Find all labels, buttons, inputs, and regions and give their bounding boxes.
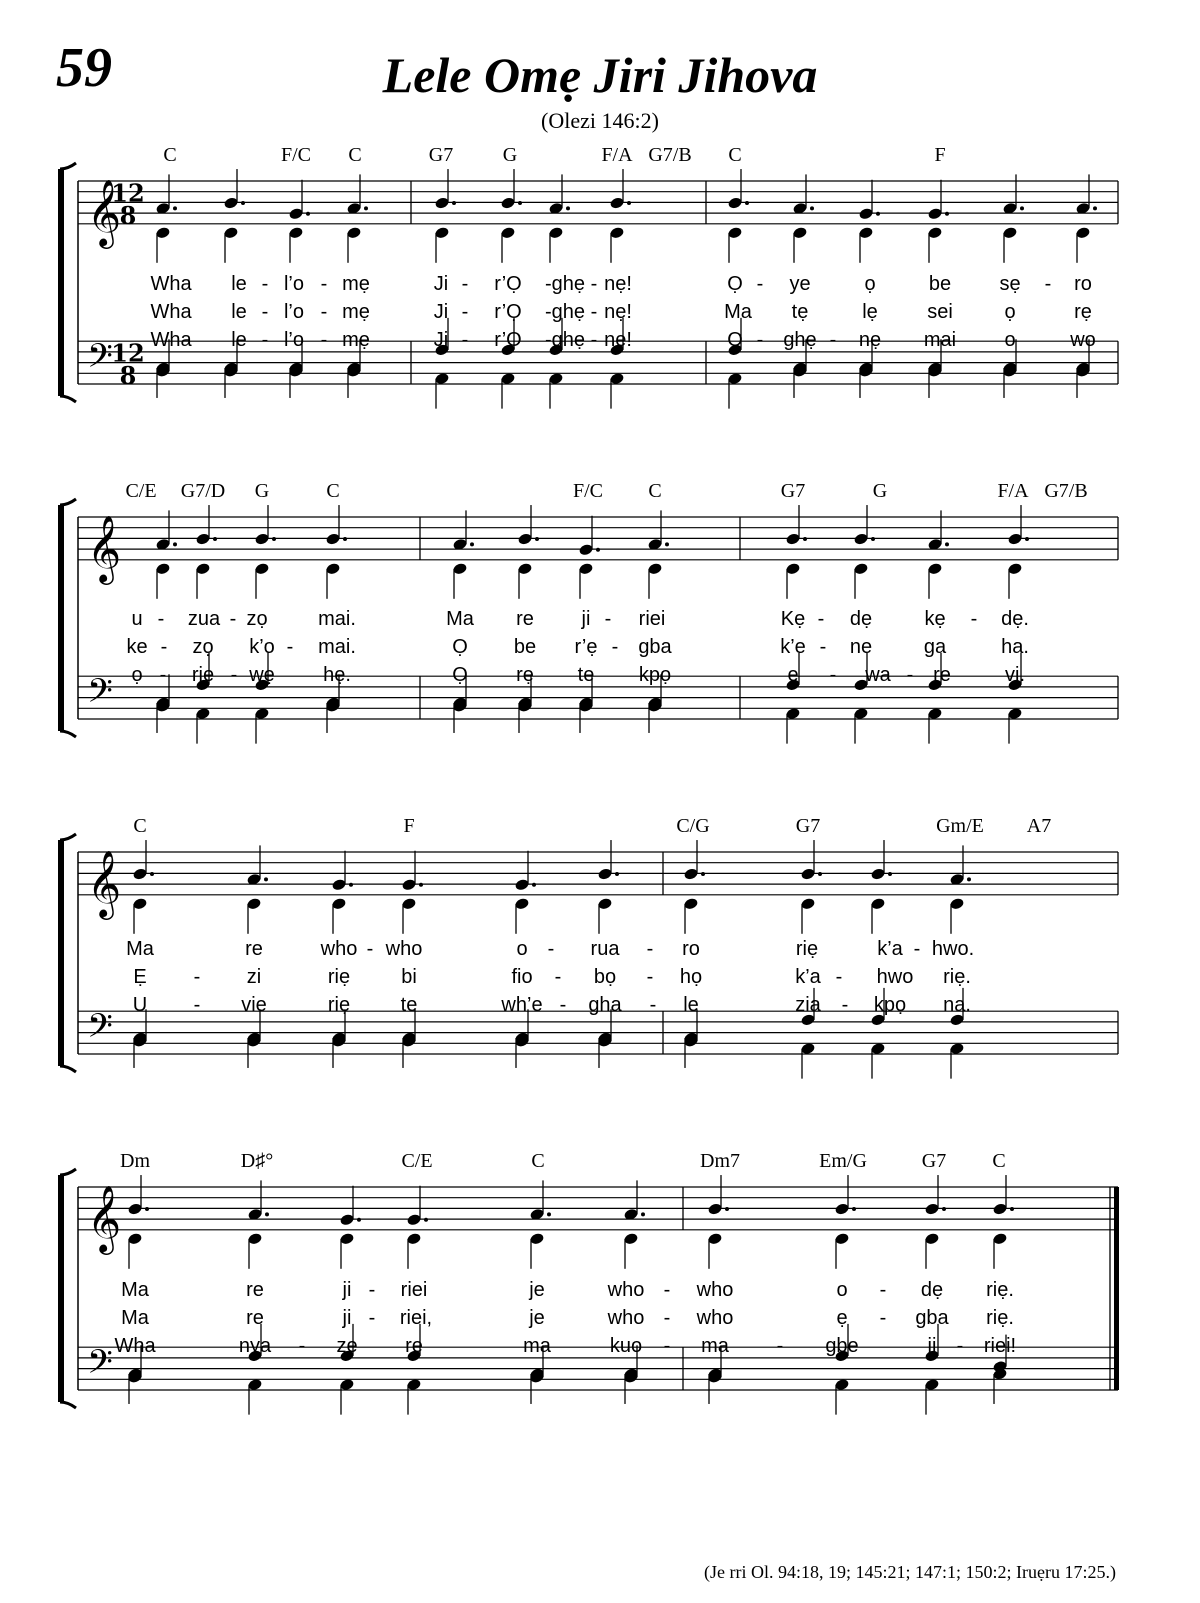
lyric-syllable: gha: [588, 994, 622, 1016]
dot: [1093, 206, 1097, 210]
lyric-syllable: ma: [701, 1335, 729, 1357]
lyric-syllable: te: [400, 994, 418, 1016]
dot: [264, 877, 268, 881]
lyric-syllable: Wha: [150, 273, 192, 295]
dot: [871, 537, 875, 541]
lyric-syllable: ma: [523, 1335, 551, 1357]
dot: [213, 537, 217, 541]
lyric-syllable: l’o: [283, 329, 305, 351]
lyric-syllable: Wha: [114, 1335, 156, 1357]
lyric-syllable: Ji: [433, 329, 449, 351]
lyric-syllable: Ma: [446, 608, 474, 630]
lyric-hyphen: -: [461, 273, 469, 295]
lyric-syllable: họ: [679, 966, 703, 988]
lyric-hyphen: -: [1044, 273, 1052, 295]
lyric-syllable: rua: [590, 938, 620, 960]
lyric-syllable: ze: [336, 1335, 358, 1357]
lyric-hyphen: -: [829, 664, 837, 686]
lyric-syllable: riẹ: [327, 994, 351, 1016]
lyric-syllable: o: [516, 938, 528, 960]
lyric-syllable: o: [1004, 329, 1016, 351]
chord-symbol: F: [403, 815, 415, 837]
lyric-syllable: riei,: [399, 1307, 433, 1329]
lyric-syllable: Ji: [433, 301, 449, 323]
lyric-syllable: dẹ.: [1001, 608, 1029, 630]
lyric-hyphen: -: [829, 329, 837, 351]
chord-symbol: C/G: [676, 815, 710, 837]
lyric-syllable: r’Ọ: [494, 301, 522, 323]
dot: [1025, 537, 1029, 541]
chord-symbol: Dm: [120, 1150, 150, 1172]
treble-clef-icon: 𝄞: [86, 848, 122, 917]
dot: [173, 206, 177, 210]
lyric-syllable: gba: [638, 636, 672, 658]
lyric-syllable: o: [836, 1279, 848, 1301]
lyric-syllable: who: [607, 1307, 645, 1329]
lyric-hyphen: -: [956, 1335, 964, 1357]
lyric-hyphen: -: [547, 938, 555, 960]
bass-clef-icon: 𝄢: [87, 672, 113, 719]
lyric-syllable: who: [696, 1279, 734, 1301]
lyric-syllable: riẹ.: [986, 1279, 1014, 1301]
lyric-syllable: rẹ: [1074, 301, 1092, 323]
lyric-syllable: gba: [915, 1307, 949, 1329]
dot: [357, 1218, 361, 1222]
bass-clef-icon: 𝄢: [87, 1007, 113, 1054]
lyric-syllable: kuo: [609, 1335, 643, 1357]
dot: [641, 1212, 645, 1216]
chord-symbol: G7: [795, 815, 821, 837]
lyric-hyphen: -: [879, 1307, 887, 1329]
lyric-syllable: Ẹ: [133, 966, 147, 988]
lyric-syllable: riẹ.: [943, 966, 971, 988]
lyric-syllable: re: [405, 1335, 423, 1357]
lyric-hyphen: -: [756, 329, 764, 351]
final-barline-thick: [1114, 1187, 1119, 1390]
lyric-hyphen: -: [320, 273, 328, 295]
dot: [803, 537, 807, 541]
lyric-syllable: be: [928, 273, 952, 295]
lyric-syllable: be: [513, 636, 537, 658]
dot: [452, 201, 456, 205]
time-signature-top: 12: [111, 178, 145, 208]
lyric-syllable: who: [607, 1279, 645, 1301]
dot: [272, 537, 276, 541]
lyric-syllable: re: [246, 1307, 264, 1329]
lyric-syllable: ji: [927, 1335, 937, 1357]
dot: [967, 877, 971, 881]
lyric-syllable: wẹ: [249, 664, 275, 686]
chord-symbol: Dm7: [700, 1150, 740, 1172]
chord-symbol: G: [502, 144, 518, 166]
lyric-syllable: riẹ.: [986, 1307, 1014, 1329]
lyric-syllable: bọ: [593, 966, 617, 988]
lyric-syllable: r’Ọ: [494, 273, 522, 295]
dot: [945, 212, 949, 216]
lyric-hyphen: -: [261, 329, 269, 351]
system-bracket: [58, 1175, 64, 1402]
lyric-syllable: te: [577, 664, 595, 686]
lyric-syllable: nẹ!: [604, 301, 632, 323]
lyric-syllable: -ghẹ: [544, 301, 586, 323]
lyric-syllable: ọ: [1004, 301, 1016, 323]
chord-symbol: C/E: [401, 1150, 433, 1172]
lyric-syllable: r’ẹ: [574, 636, 598, 658]
lyric-syllable: ga: [923, 636, 947, 658]
lyric-hyphen: -: [559, 994, 567, 1016]
chord-symbol: A7: [1026, 815, 1052, 837]
lyric-hyphen: -: [160, 636, 168, 658]
dot: [596, 548, 600, 552]
lyric-syllable: ghẹ: [783, 329, 817, 351]
lyric-hyphen: -: [663, 1279, 671, 1301]
lyric-hyphen: -: [663, 1307, 671, 1329]
lyric-syllable: le: [231, 301, 247, 323]
lyric-syllable: riẹ: [327, 966, 351, 988]
lyric-syllable: -ghẹ: [544, 329, 586, 351]
dot: [1010, 1207, 1014, 1211]
lyric-syllable: Ọ: [727, 273, 743, 295]
lyric-syllable: wa: [865, 664, 891, 686]
lyric-hyphen: -: [913, 938, 921, 960]
lyric-syllable: rẹ: [516, 664, 534, 686]
time-signature-top: 12: [111, 338, 145, 368]
chord-symbol: G7: [780, 480, 806, 502]
lyric-syllable: nẹ: [858, 329, 882, 351]
lyric-hyphen: -: [649, 994, 657, 1016]
chord-symbol: C: [648, 480, 662, 502]
lyric-syllable: bi: [401, 966, 417, 988]
brace-top: [60, 834, 76, 840]
lyric-syllable: mai.: [318, 636, 356, 658]
chord-symbol: C: [326, 480, 340, 502]
lyric-syllable: Ma: [126, 938, 154, 960]
chord-symbol: C/E: [125, 480, 157, 502]
lyric-syllable: ke: [126, 636, 148, 658]
lyric-syllable: riei: [400, 1279, 428, 1301]
lyric-syllable: who: [320, 938, 358, 960]
brace-bottom: [60, 396, 76, 402]
lyric-syllable: Ọ: [727, 329, 743, 351]
lyric-syllable: hẹ.: [323, 664, 351, 686]
song-subtitle: (Olezi 146:2): [541, 108, 659, 133]
lyric-syllable: tẹ: [791, 301, 809, 323]
chord-symbol: F/C: [280, 144, 312, 166]
lyric-syllable: nẹ!: [604, 273, 632, 295]
lyric-syllable: kpọ: [873, 994, 907, 1016]
lyric-hyphen: -: [159, 664, 167, 686]
lyric-hyphen: -: [756, 273, 764, 295]
lyric-syllable: re: [933, 664, 951, 686]
dot: [173, 542, 177, 546]
lyric-syllable: riei!: [983, 1335, 1017, 1357]
lyric-syllable: k’e: [780, 636, 806, 658]
lyric-syllable: k’o: [249, 636, 275, 658]
lyric-hyphen: -: [366, 938, 374, 960]
dot: [532, 883, 536, 887]
lyric-syllable: nya: [238, 1335, 272, 1357]
dot: [150, 872, 154, 876]
lyric-hyphen: -: [776, 1335, 784, 1357]
chord-symbol: F/A: [997, 480, 1029, 502]
system-bracket: [58, 840, 64, 1066]
chord-symbol: C: [728, 144, 742, 166]
lyric-syllable: kẹ: [924, 608, 946, 630]
lyric-syllable: who: [385, 938, 423, 960]
dot: [615, 872, 619, 876]
lyric-syllable: wh’e: [501, 994, 543, 1016]
lyric-hyphen: -: [193, 994, 201, 1016]
dot: [852, 1207, 856, 1211]
dot: [349, 883, 353, 887]
lyric-syllable: sei: [927, 301, 953, 323]
lyric-syllable: zi: [246, 966, 262, 988]
lyric-syllable: vi.: [1005, 664, 1025, 686]
dot: [547, 1212, 551, 1216]
chord-symbol: F/A: [601, 144, 633, 166]
lyric-syllable: zua: [187, 608, 221, 630]
lyric-syllable: le: [231, 273, 247, 295]
lyric-hyphen: -: [970, 608, 978, 630]
lyric-hyphen: -: [841, 994, 849, 1016]
lyric-syllable: fio: [511, 966, 533, 988]
lyric-hyphen: -: [368, 1307, 376, 1329]
lyric-syllable: mẹ: [342, 329, 370, 351]
system-bracket: [58, 169, 64, 396]
lyric-syllable: riei: [638, 608, 666, 630]
chord-symbol: C: [531, 1150, 545, 1172]
lyric-syllable: Ọ: [452, 636, 468, 658]
lyric-hyphen: -: [604, 608, 612, 630]
lyric-syllable: ji: [342, 1279, 352, 1301]
lyric-syllable: Ma: [121, 1279, 149, 1301]
dot: [424, 1218, 428, 1222]
lyric-hyphen: -: [229, 608, 237, 630]
lyric-syllable: riẹ: [795, 938, 819, 960]
dot: [1020, 206, 1024, 210]
lyric-syllable: k’a: [795, 966, 821, 988]
lyric-hyphen: -: [230, 664, 238, 686]
brace-bottom: [60, 731, 76, 737]
bass-clef-icon: 𝄢: [87, 337, 113, 384]
dot: [518, 201, 522, 205]
chord-symbol: C: [992, 1150, 1006, 1172]
lyric-hyphen: -: [261, 273, 269, 295]
lyric-syllable: zọ: [192, 636, 214, 658]
dot: [566, 206, 570, 210]
lyric-syllable: l’o: [283, 301, 305, 323]
lyric-hyphen: -: [590, 301, 598, 323]
lyric-syllable: zia: [795, 994, 821, 1016]
treble-clef-icon: 𝄞: [86, 513, 122, 582]
chord-symbol: C: [133, 815, 147, 837]
lyric-hyphen: -: [590, 273, 598, 295]
lyric-syllable: ro: [682, 938, 700, 960]
dot: [343, 537, 347, 541]
lyric-hyphen: -: [646, 938, 654, 960]
dot: [535, 537, 539, 541]
bass-clef-icon: 𝄢: [87, 1343, 113, 1390]
lyric-hyphen: -: [193, 966, 201, 988]
dot: [876, 212, 880, 216]
chord-symbol: F/C: [572, 480, 604, 502]
lyric-syllable: e: [787, 664, 799, 686]
lyric-syllable: zọ: [246, 608, 268, 630]
system-bracket: [58, 505, 64, 731]
brace-top: [60, 1169, 76, 1175]
dot: [945, 542, 949, 546]
treble-clef-icon: 𝄞: [86, 177, 122, 246]
brace-bottom: [60, 1402, 76, 1408]
lyric-syllable: Wha: [150, 301, 192, 323]
lyric-syllable: ye: [789, 273, 811, 295]
lyric-hyphen: -: [461, 329, 469, 351]
lyric-syllable: Wha: [150, 329, 192, 351]
lyric-syllable: r’Ọ: [494, 329, 522, 351]
lyric-hyphen: -: [554, 966, 562, 988]
lyric-hyphen: -: [663, 1335, 671, 1357]
dot: [364, 206, 368, 210]
lyric-hyphen: -: [286, 636, 294, 658]
lyric-hyphen: -: [817, 608, 825, 630]
lyric-syllable: sẹ: [999, 273, 1021, 295]
chord-symbol: G: [872, 480, 888, 502]
dot: [818, 872, 822, 876]
dot: [888, 872, 892, 876]
lyric-syllable: ji: [581, 608, 591, 630]
dot: [942, 1207, 946, 1211]
chord-symbol: G7: [428, 144, 454, 166]
brace-bottom: [60, 1066, 76, 1072]
lyric-syllable: na.: [943, 994, 971, 1016]
chord-symbol: G7/B: [648, 144, 692, 166]
dot: [470, 542, 474, 546]
lyric-syllable: ji: [342, 1307, 352, 1329]
lyric-hyphen: -: [320, 301, 328, 323]
dot: [701, 872, 705, 876]
chord-symbol: C: [348, 144, 362, 166]
lyric-syllable: mẹ: [342, 273, 370, 295]
lyric-syllable: U: [132, 994, 148, 1016]
lyric-syllable: ọ: [864, 273, 876, 295]
dot: [627, 201, 631, 205]
lyric-syllable: Ji: [433, 273, 449, 295]
dot: [241, 201, 245, 205]
lyric-hyphen: -: [611, 636, 619, 658]
lyric-syllable: ro: [1074, 273, 1092, 295]
lyric-syllable: je: [529, 1307, 545, 1329]
dot: [265, 1212, 269, 1216]
song-number: 59: [56, 37, 112, 99]
chord-symbol: Em/G: [819, 1150, 867, 1172]
lyric-syllable: gbe: [825, 1335, 859, 1357]
lyric-syllable: vie: [241, 994, 267, 1016]
lyric-syllable: hwo: [876, 966, 914, 988]
lyric-syllable: ọ: [131, 664, 143, 686]
lyric-syllable: ha.: [1001, 636, 1029, 658]
lyric-syllable: k’a: [877, 938, 903, 960]
chord-symbol: Gm/E: [936, 815, 984, 837]
lyric-syllable: le: [231, 329, 247, 351]
lyric-syllable: dẹ: [920, 1279, 944, 1301]
lyric-syllable: mai: [923, 329, 957, 351]
lyric-syllable: Ma: [121, 1307, 149, 1329]
lyric-hyphen: -: [461, 301, 469, 323]
lyric-hyphen: -: [261, 301, 269, 323]
lyric-syllable: mai.: [318, 608, 356, 630]
lyric-hyphen: -: [906, 664, 914, 686]
lyric-hyphen: -: [157, 608, 165, 630]
lyric-syllable: Ọ: [452, 664, 468, 686]
lyric-syllable: riẹ: [191, 664, 215, 686]
lyric-syllable: kpọ: [638, 664, 672, 686]
chord-symbol: C: [163, 144, 177, 166]
lyric-syllable: dẹ: [849, 608, 873, 630]
dot: [810, 206, 814, 210]
lyric-syllable: lẹ: [862, 301, 878, 323]
lyric-syllable: -ghẹ: [544, 273, 586, 295]
lyric-syllable: who: [696, 1307, 734, 1329]
chord-symbol: G: [254, 480, 270, 502]
lyric-hyphen: -: [590, 329, 598, 351]
treble-clef-icon: 𝄞: [86, 1183, 122, 1252]
dot: [306, 212, 310, 216]
chord-symbol: G7/B: [1044, 480, 1088, 502]
brace-top: [60, 163, 76, 169]
lyric-syllable: re: [245, 938, 263, 960]
lyric-syllable: nẹ!: [604, 329, 632, 351]
dot: [745, 201, 749, 205]
dot: [145, 1207, 149, 1211]
lyric-hyphen: -: [819, 636, 827, 658]
dot: [665, 542, 669, 546]
time-signature-bottom: 8: [119, 361, 137, 390]
lyric-syllable: ẹ: [836, 1307, 848, 1329]
lyric-syllable: re: [246, 1279, 264, 1301]
lyric-syllable: ne: [849, 636, 873, 658]
lyric-syllable: Kẹ: [780, 608, 806, 630]
song-title: Lele Omẹ Jiri Jihova: [382, 47, 818, 103]
lyric-syllable: re: [516, 608, 534, 630]
dot: [725, 1207, 729, 1211]
chord-symbol: D♯°: [240, 1150, 274, 1172]
lyric-syllable: le: [683, 994, 699, 1016]
lyric-hyphen: -: [879, 1279, 887, 1301]
scripture-references: (Je rri Ol. 94:18, 19; 145:21; 147:1; 150:2; Iruẹru 17:25.): [704, 1562, 1116, 1582]
lyric-hyphen: -: [298, 1335, 306, 1357]
brace-top: [60, 499, 76, 505]
lyric-hyphen: -: [368, 1279, 376, 1301]
lyric-syllable: je: [529, 1279, 545, 1301]
lyric-syllable: mẹ: [342, 301, 370, 323]
chord-symbol: G7/D: [180, 480, 226, 502]
lyric-syllable: wo: [1070, 329, 1096, 351]
chord-symbol: F: [934, 144, 946, 166]
lyric-hyphen: -: [320, 329, 328, 351]
chord-symbol: G7: [921, 1150, 947, 1172]
lyric-syllable: hwo.: [931, 938, 975, 960]
dot: [419, 883, 423, 887]
lyric-syllable: Ma: [724, 301, 752, 323]
lyric-syllable: u: [131, 608, 143, 630]
lyric-hyphen: -: [835, 966, 843, 988]
lyric-syllable: l’o: [283, 273, 305, 295]
time-signature-bottom: 8: [119, 200, 137, 230]
lyric-hyphen: -: [646, 966, 654, 988]
